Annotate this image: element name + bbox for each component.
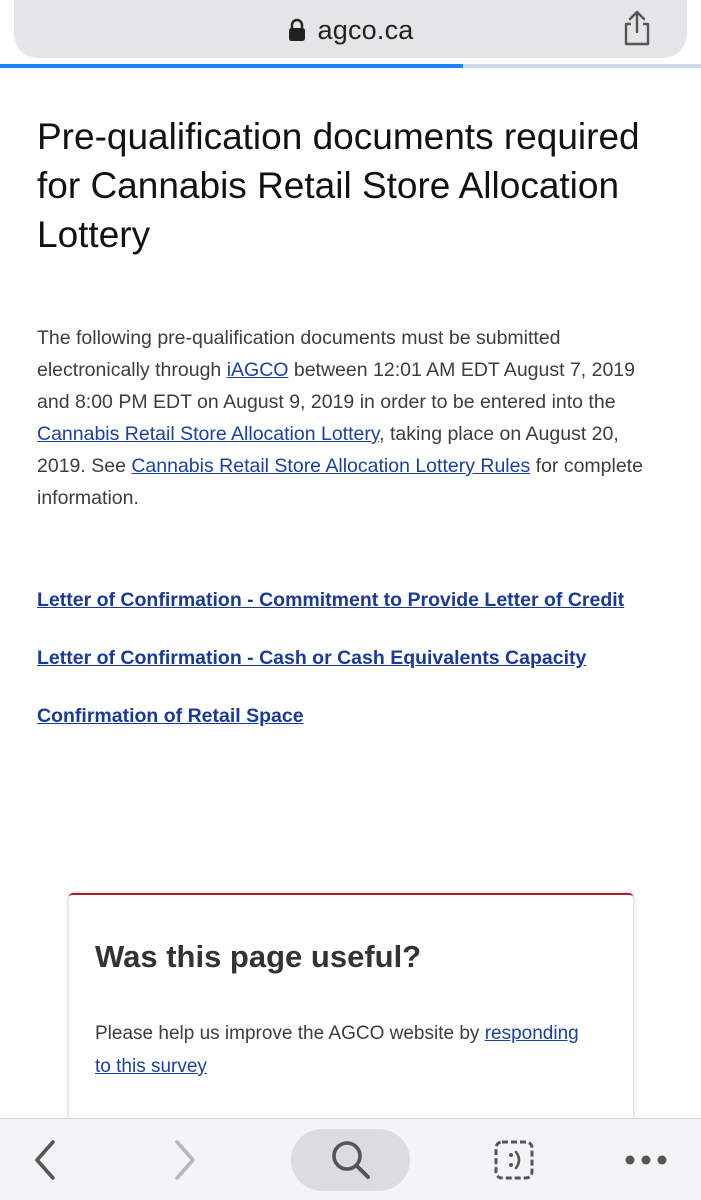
intro-text-1: The following pre-qualification documents must be submitted electronically through xyxy=(37,327,561,381)
url-text: agco.ca xyxy=(317,14,414,45)
doc-link-cash-capacity[interactable]: Letter of Confirmation - Cash or Cash Equivalents Capacity xyxy=(37,647,587,669)
page-title: Pre-qualification documents required for Cannabis Retail Store Allocation Lottery xyxy=(37,116,640,255)
reader-mode-icon xyxy=(493,1139,535,1181)
intro-text-3: , taking place on August 20, 2019. See xyxy=(37,423,619,477)
doc-link-letter-of-credit[interactable]: Letter of Confirmation - Commitment to Provide Letter of Credit xyxy=(37,589,625,611)
feedback-text xyxy=(95,1017,595,1083)
doc-link-retail-space[interactable]: Confirmation of Retail Space xyxy=(37,705,304,727)
browser-address-bar xyxy=(0,0,701,68)
url-field[interactable] xyxy=(14,0,687,58)
back-button[interactable] xyxy=(22,1119,68,1200)
chevron-right-icon xyxy=(172,1139,198,1181)
lottery-rules-link[interactable]: Cannabis Retail Store Allocation Lottery Rules xyxy=(131,455,531,477)
page-load-progress xyxy=(0,64,701,68)
search-button[interactable] xyxy=(291,1129,410,1191)
feedback-card xyxy=(69,893,633,1133)
iagco-link[interactable]: iAGCO xyxy=(226,359,289,381)
feedback-heading: Was this page useful? xyxy=(95,939,422,974)
survey-link[interactable]: responding to this survey xyxy=(95,1023,579,1077)
intro-text-2: between 12:01 AM EDT August 7, 2019 and 8:00 PM EDT on August 9, 2019 in order to be entered into the xyxy=(37,359,635,413)
browser-toolbar xyxy=(0,1118,701,1200)
feedback-prompt: Please help us improve the AGCO website by xyxy=(95,1023,485,1044)
page-load-progress-fill xyxy=(0,64,463,68)
document-links xyxy=(37,585,624,759)
main-content xyxy=(37,112,667,514)
more-icon xyxy=(622,1154,670,1166)
search-icon xyxy=(328,1137,374,1183)
lottery-link[interactable]: Cannabis Retail Store Allocation Lottery xyxy=(37,423,380,445)
intro-paragraph xyxy=(37,322,667,514)
forward-button[interactable] xyxy=(162,1119,208,1200)
more-button[interactable] xyxy=(618,1119,674,1200)
share-icon[interactable] xyxy=(621,10,653,46)
lock-icon xyxy=(288,18,306,42)
chevron-left-icon xyxy=(32,1139,58,1181)
reader-mode-button[interactable] xyxy=(490,1119,538,1200)
intro-text-4: for complete information. xyxy=(37,455,643,509)
